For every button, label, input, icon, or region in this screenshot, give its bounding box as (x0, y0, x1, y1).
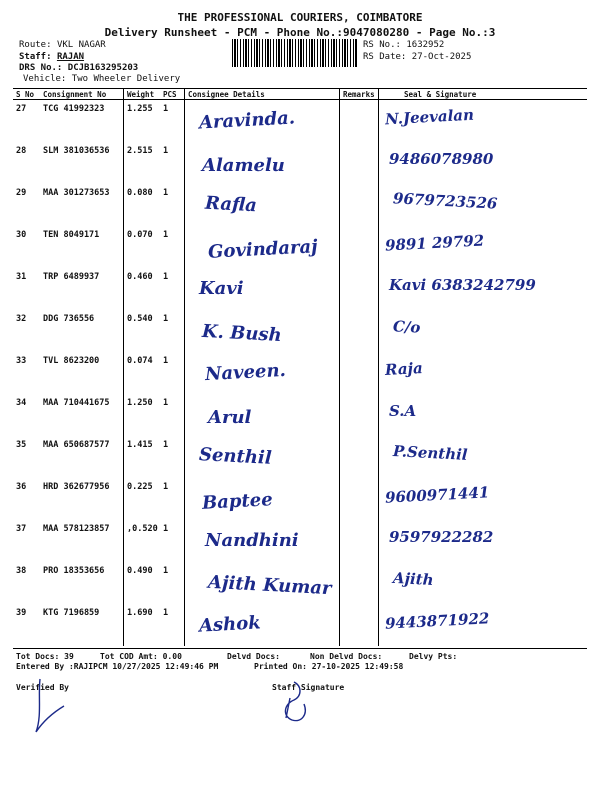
row-remarks (340, 436, 379, 478)
row-seal-signature (379, 394, 587, 436)
footer-rule (13, 648, 587, 649)
row-sno: 31 (16, 272, 27, 282)
runsheet-table (13, 88, 587, 646)
tot-cod: Tot COD Amt: 0.00 (100, 652, 182, 661)
table-row (13, 604, 587, 646)
row-remarks (340, 184, 379, 226)
row-consignee (185, 142, 340, 184)
row-weight: ,0.520 (127, 524, 158, 534)
row-weight: 0.225 (127, 482, 153, 492)
row-weight: 0.540 (127, 314, 153, 324)
row-weight: 0.460 (127, 272, 153, 282)
handwritten-signature: 9600971441 (384, 483, 490, 507)
row-consignee (185, 310, 340, 352)
row-pcs: 1 (163, 230, 169, 240)
row-seal-signature (379, 352, 587, 394)
row-consignee (185, 436, 340, 478)
rs-no-value: 1632952 (406, 40, 445, 50)
row-consignee (185, 520, 340, 562)
row-sno: 34 (16, 398, 27, 408)
row-weight: 0.490 (127, 566, 153, 576)
printed-on: Printed On: 27-10-2025 12:49:58 (254, 662, 404, 671)
row-weight: 1.690 (127, 608, 153, 618)
row-pcs: 1 (163, 566, 169, 576)
handwritten-signature: 9486078980 (389, 150, 494, 168)
handwritten-name: Kavi (199, 278, 244, 299)
row-sno: 32 (16, 314, 27, 324)
row-sno: 38 (16, 566, 27, 576)
row-consignee (185, 478, 340, 520)
handwritten-name: Govindaraj (207, 236, 319, 263)
col-divider (184, 88, 185, 646)
handwritten-signature: 9443871922 (384, 609, 490, 633)
row-sno: 35 (16, 440, 27, 450)
row-pcs: 1 (163, 356, 169, 366)
row-consignment-no: TVL 8623200 (43, 356, 100, 366)
table-row (13, 184, 587, 226)
row-sno: 36 (16, 482, 27, 492)
handwritten-name: K. Bush (201, 320, 283, 347)
row-consignee (185, 268, 340, 310)
row-weight: 1.250 (127, 398, 153, 408)
row-consignment-no: PRO 18353656 (43, 566, 105, 576)
handwritten-signature: N.Jeevalan (384, 105, 475, 129)
vehicle-value: Two Wheeler Delivery (71, 74, 181, 84)
row-remarks (340, 226, 379, 268)
drs-value: DCJB163295203 (67, 63, 139, 73)
table-row (13, 352, 587, 394)
row-remarks (340, 100, 379, 143)
row-pcs: 1 (163, 608, 169, 618)
row-sno: 30 (16, 230, 27, 240)
row-consignment-no: DDG 736556 (43, 314, 95, 324)
staff-signature: Staff Signature (272, 683, 345, 692)
rs-date-line: RS Date: 27-Oct-2025 (363, 52, 472, 62)
col-remarks: Remarks (340, 89, 379, 100)
col-weight: Weight (124, 89, 160, 100)
row-consignee (185, 352, 340, 394)
table-row (13, 226, 587, 268)
row-remarks (340, 604, 379, 646)
row-pcs: 1 (163, 314, 169, 324)
table-row (13, 562, 587, 604)
row-consignee (185, 100, 340, 143)
col-pcs: PCS (160, 89, 185, 100)
handwritten-name: Arul (208, 407, 252, 428)
barcode (232, 39, 358, 67)
handwritten-signature: C/o (392, 317, 421, 337)
row-seal-signature (379, 604, 587, 646)
row-consignee (185, 226, 340, 268)
handwritten-signature: 9891 29792 (384, 231, 485, 255)
row-sno: 29 (16, 188, 27, 198)
row-consignment-no: MAA 301273653 (43, 188, 110, 198)
tot-docs: Tot Docs: 39 (16, 652, 74, 661)
row-sno: 33 (16, 356, 27, 366)
row-remarks (340, 268, 379, 310)
non-delvd-docs: Non Delvd Docs: (310, 652, 383, 661)
company-name: THE PROFESSIONAL COURIERS, COIMBATORE (177, 11, 423, 24)
row-consignee (185, 394, 340, 436)
table-row (13, 394, 587, 436)
row-weight: 1.415 (127, 440, 153, 450)
handwritten-name: Nandhini (205, 530, 299, 551)
handwritten-name: Baptee (201, 489, 274, 514)
handwritten-signature: Raja (384, 359, 424, 379)
table-row (13, 436, 587, 478)
runsheet-title: Delivery Runsheet - PCM - Phone No.:9047080280 - Page No.:3 (104, 26, 496, 39)
row-consignment-no: KTG 7196859 (43, 608, 100, 618)
handwritten-name: Rafla (204, 192, 258, 217)
handwritten-signature: Ajith (392, 568, 435, 590)
row-remarks (340, 394, 379, 436)
handwritten-name: Aravinda. (198, 107, 296, 134)
row-seal-signature (379, 520, 587, 562)
row-weight: 0.080 (127, 188, 153, 198)
staff-value: RAJAN (56, 52, 85, 62)
row-pcs: 1 (163, 146, 169, 156)
drs-line: DRS No.: DCJB163295203 (19, 63, 139, 73)
row-consignment-no: MAA 578123857 (43, 524, 110, 534)
entered-by: Entered By :RAJIPCM 10/27/2025 12:49:46 PM (16, 662, 219, 671)
col-divider (378, 88, 379, 646)
handwritten-signature: S.A (389, 402, 417, 420)
row-consignment-no: TEN 8049171 (43, 230, 100, 240)
col-divider (123, 88, 124, 646)
row-sno: 28 (16, 146, 27, 156)
table-row (13, 520, 587, 562)
verified-by: Verified By (16, 683, 69, 692)
row-weight: 0.070 (127, 230, 153, 240)
col-consignment: Consignment No (40, 89, 124, 100)
row-remarks (340, 562, 379, 604)
row-pcs: 1 (163, 440, 169, 450)
col-sno: S No (13, 89, 40, 100)
row-sno: 27 (16, 104, 27, 114)
table-header (13, 89, 587, 100)
row-pcs: 1 (163, 398, 169, 408)
verified-signature-mark (28, 676, 68, 736)
staff-signature-mark (272, 678, 322, 724)
table-row (13, 310, 587, 352)
row-consignee (185, 604, 340, 646)
row-consignment-no: HRD 362677956 (43, 482, 110, 492)
row-remarks (340, 352, 379, 394)
row-consignee (185, 562, 340, 604)
rs-date-value: 27-Oct-2025 (411, 52, 472, 62)
col-divider (339, 88, 340, 646)
row-seal-signature (379, 436, 587, 478)
delvy-pts: Delvy Pts: (409, 652, 458, 661)
handwritten-signature: 9679723526 (392, 189, 498, 213)
row-seal-signature (379, 478, 587, 520)
col-consignee: Consignee Details (185, 89, 340, 100)
row-pcs: 1 (163, 524, 169, 534)
row-remarks (340, 520, 379, 562)
row-weight: 2.515 (127, 146, 153, 156)
row-seal-signature (379, 310, 587, 352)
handwritten-signature: 9597922282 (389, 528, 494, 546)
table-row (13, 268, 587, 310)
row-consignment-no: SLM 381036536 (43, 146, 110, 156)
row-seal-signature (379, 142, 587, 184)
row-consignment-no: TCG 41992323 (43, 104, 105, 114)
handwritten-name: Senthil (198, 444, 273, 469)
row-consignment-no: TRP 6489937 (43, 272, 100, 282)
row-consignment-no: MAA 650687577 (43, 440, 110, 450)
handwritten-name: Ajith Kumar (207, 571, 332, 600)
row-sno: 37 (16, 524, 27, 534)
table-row (13, 100, 587, 143)
handwritten-signature: Kavi 6383242799 (389, 276, 536, 294)
handwritten-name: Ashok (198, 612, 262, 637)
row-remarks (340, 478, 379, 520)
row-seal-signature (379, 268, 587, 310)
row-pcs: 1 (163, 104, 169, 114)
row-seal-signature (379, 562, 587, 604)
row-seal-signature (379, 100, 587, 143)
vehicle-line: Vehicle: Two Wheeler Delivery (23, 74, 181, 84)
handwritten-name: Alamelu (202, 155, 285, 176)
row-pcs: 1 (163, 482, 169, 492)
staff-line: Staff: RAJAN (19, 52, 85, 62)
route-line: Route: VKL NAGAR (19, 40, 106, 50)
table-row (13, 478, 587, 520)
col-seal: Seal & Signature (379, 89, 587, 100)
row-sno: 39 (16, 608, 27, 618)
delvd-docs: Delvd Docs: (227, 652, 280, 661)
handwritten-name: Naveen. (204, 359, 287, 386)
row-weight: 0.074 (127, 356, 153, 366)
row-remarks (340, 142, 379, 184)
row-seal-signature (379, 184, 587, 226)
row-seal-signature (379, 226, 587, 268)
table-row (13, 142, 587, 184)
row-consignment-no: MAA 710441675 (43, 398, 110, 408)
row-remarks (340, 310, 379, 352)
row-weight: 1.255 (127, 104, 153, 114)
route-value: VKL NAGAR (56, 40, 106, 50)
rs-no-line: RS No.: 1632952 (363, 40, 445, 50)
row-pcs: 1 (163, 188, 169, 198)
handwritten-signature: P.Senthil (392, 442, 468, 464)
row-pcs: 1 (163, 272, 169, 282)
row-consignee (185, 184, 340, 226)
